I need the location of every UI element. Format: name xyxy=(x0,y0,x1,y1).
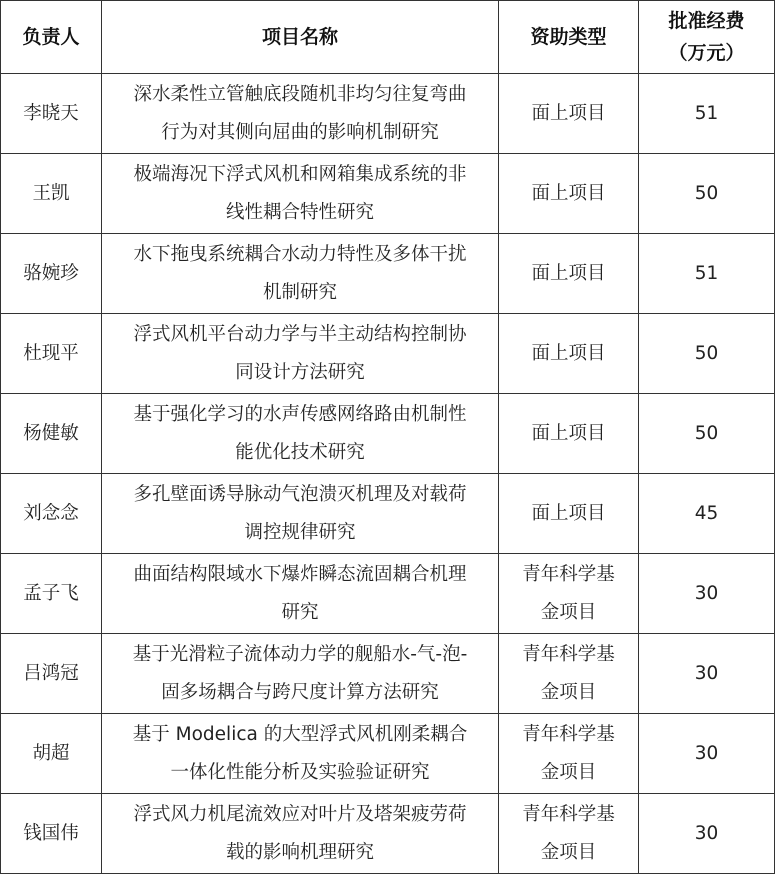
cell-fund: 30 xyxy=(639,714,775,794)
cell-type-line2: 金项目 xyxy=(540,761,597,783)
header-row xyxy=(1,1,775,74)
cell-type-line2: 金项目 xyxy=(540,601,597,623)
cell-title xyxy=(102,714,499,794)
cell-title-line2: 线性耦合特性研究 xyxy=(225,201,374,223)
cell-type xyxy=(499,714,639,794)
table-row xyxy=(1,314,775,394)
cell-title xyxy=(102,634,499,714)
cell-pi: 孟子飞 xyxy=(1,554,102,634)
table-row xyxy=(1,154,775,234)
header-title: 项目名称 xyxy=(102,1,499,74)
cell-title-line2: 行为对其侧向屈曲的影响机制研究 xyxy=(161,121,439,143)
cell-title-line1: 基于强化学习的水声传感网络路由机制性 xyxy=(133,403,467,425)
table-row xyxy=(1,394,775,474)
cell-type-line1: 面上项目 xyxy=(531,262,606,284)
cell-type xyxy=(499,634,639,714)
cell-fund: 51 xyxy=(639,234,775,314)
table-header xyxy=(1,1,775,74)
cell-type xyxy=(499,794,639,874)
cell-pi: 李晓天 xyxy=(1,74,102,154)
cell-title-line2: 调控规律研究 xyxy=(244,521,356,543)
header-type: 资助类型 xyxy=(499,1,639,74)
cell-pi: 王凯 xyxy=(1,154,102,234)
cell-title-line2: 载的影响机理研究 xyxy=(225,841,374,863)
header-fund-line1: 批准经费 xyxy=(668,10,745,32)
cell-type xyxy=(499,554,639,634)
cell-fund: 50 xyxy=(639,154,775,234)
table-row xyxy=(1,234,775,314)
header-fund-line2: （万元） xyxy=(668,42,745,64)
cell-fund: 30 xyxy=(639,634,775,714)
cell-title xyxy=(102,554,499,634)
cell-title-line2: 机制研究 xyxy=(262,281,337,303)
cell-pi: 刘念念 xyxy=(1,474,102,554)
cell-type xyxy=(499,74,639,154)
cell-title xyxy=(102,154,499,234)
cell-type-line2: 金项目 xyxy=(540,841,597,863)
cell-type-line1: 面上项目 xyxy=(531,102,606,124)
cell-title-line1: 基于光滑粒子流体动力学的舰船水-气-泡- xyxy=(132,643,468,665)
cell-type-line1: 青年科学基 xyxy=(522,803,615,825)
cell-type-line1: 面上项目 xyxy=(531,502,606,524)
cell-title xyxy=(102,314,499,394)
cell-title xyxy=(102,474,499,554)
cell-title-line1: 多孔壁面诱导脉动气泡溃灭机理及对载荷 xyxy=(133,483,467,505)
table-row xyxy=(1,74,775,154)
cell-type-line1: 青年科学基 xyxy=(522,563,615,585)
cell-fund: 30 xyxy=(639,554,775,634)
table-row xyxy=(1,794,775,874)
cell-type xyxy=(499,234,639,314)
table-row xyxy=(1,474,775,554)
cell-type-line1: 青年科学基 xyxy=(522,723,615,745)
cell-title xyxy=(102,74,499,154)
cell-fund: 45 xyxy=(639,474,775,554)
cell-pi: 骆婉珍 xyxy=(1,234,102,314)
cell-pi: 杜现平 xyxy=(1,314,102,394)
cell-pi: 杨健敏 xyxy=(1,394,102,474)
cell-type-line1: 面上项目 xyxy=(531,342,606,364)
cell-pi: 胡超 xyxy=(1,714,102,794)
cell-title-line1: 深水柔性立管触底段随机非均匀往复弯曲 xyxy=(133,83,467,105)
cell-fund: 51 xyxy=(639,74,775,154)
cell-type-line1: 面上项目 xyxy=(531,182,606,204)
cell-type-line1: 青年科学基 xyxy=(522,643,615,665)
cell-fund: 50 xyxy=(639,394,775,474)
cell-type-line2: 金项目 xyxy=(540,681,597,703)
table-row xyxy=(1,634,775,714)
table-body xyxy=(1,74,775,874)
cell-type xyxy=(499,154,639,234)
cell-title-line1: 极端海况下浮式风机和网箱集成系统的非 xyxy=(133,163,467,185)
cell-title-line2: 一体化性能分析及实验验证研究 xyxy=(170,761,430,783)
cell-pi: 钱国伟 xyxy=(1,794,102,874)
cell-title-line1: 水下拖曳系统耦合水动力特性及多体干扰 xyxy=(133,243,467,265)
cell-title-line1: 基于 Modelica 的大型浮式风机刚柔耦合 xyxy=(132,723,468,745)
cell-title-line2: 固多场耦合与跨尺度计算方法研究 xyxy=(161,681,439,703)
cell-title-line1: 浮式风力机尾流效应对叶片及塔架疲劳荷 xyxy=(133,803,467,825)
cell-title-line2: 研究 xyxy=(281,601,319,623)
cell-fund: 50 xyxy=(639,314,775,394)
cell-type xyxy=(499,394,639,474)
cell-title-line2: 同设计方法研究 xyxy=(235,361,365,383)
cell-title xyxy=(102,394,499,474)
table-row xyxy=(1,554,775,634)
cell-title xyxy=(102,234,499,314)
cell-title-line1: 曲面结构限域水下爆炸瞬态流固耦合机理 xyxy=(133,563,467,585)
header-pi: 负责人 xyxy=(1,1,102,74)
cell-fund: 30 xyxy=(639,794,775,874)
cell-title-line2: 能优化技术研究 xyxy=(235,441,365,463)
cell-pi: 吕鸿冠 xyxy=(1,634,102,714)
cell-type xyxy=(499,314,639,394)
cell-type xyxy=(499,474,639,554)
cell-title-line1: 浮式风机平台动力学与半主动结构控制协 xyxy=(133,323,467,345)
cell-type-line1: 面上项目 xyxy=(531,422,606,444)
header-fund xyxy=(639,1,775,74)
table-row xyxy=(1,714,775,794)
cell-title xyxy=(102,794,499,874)
